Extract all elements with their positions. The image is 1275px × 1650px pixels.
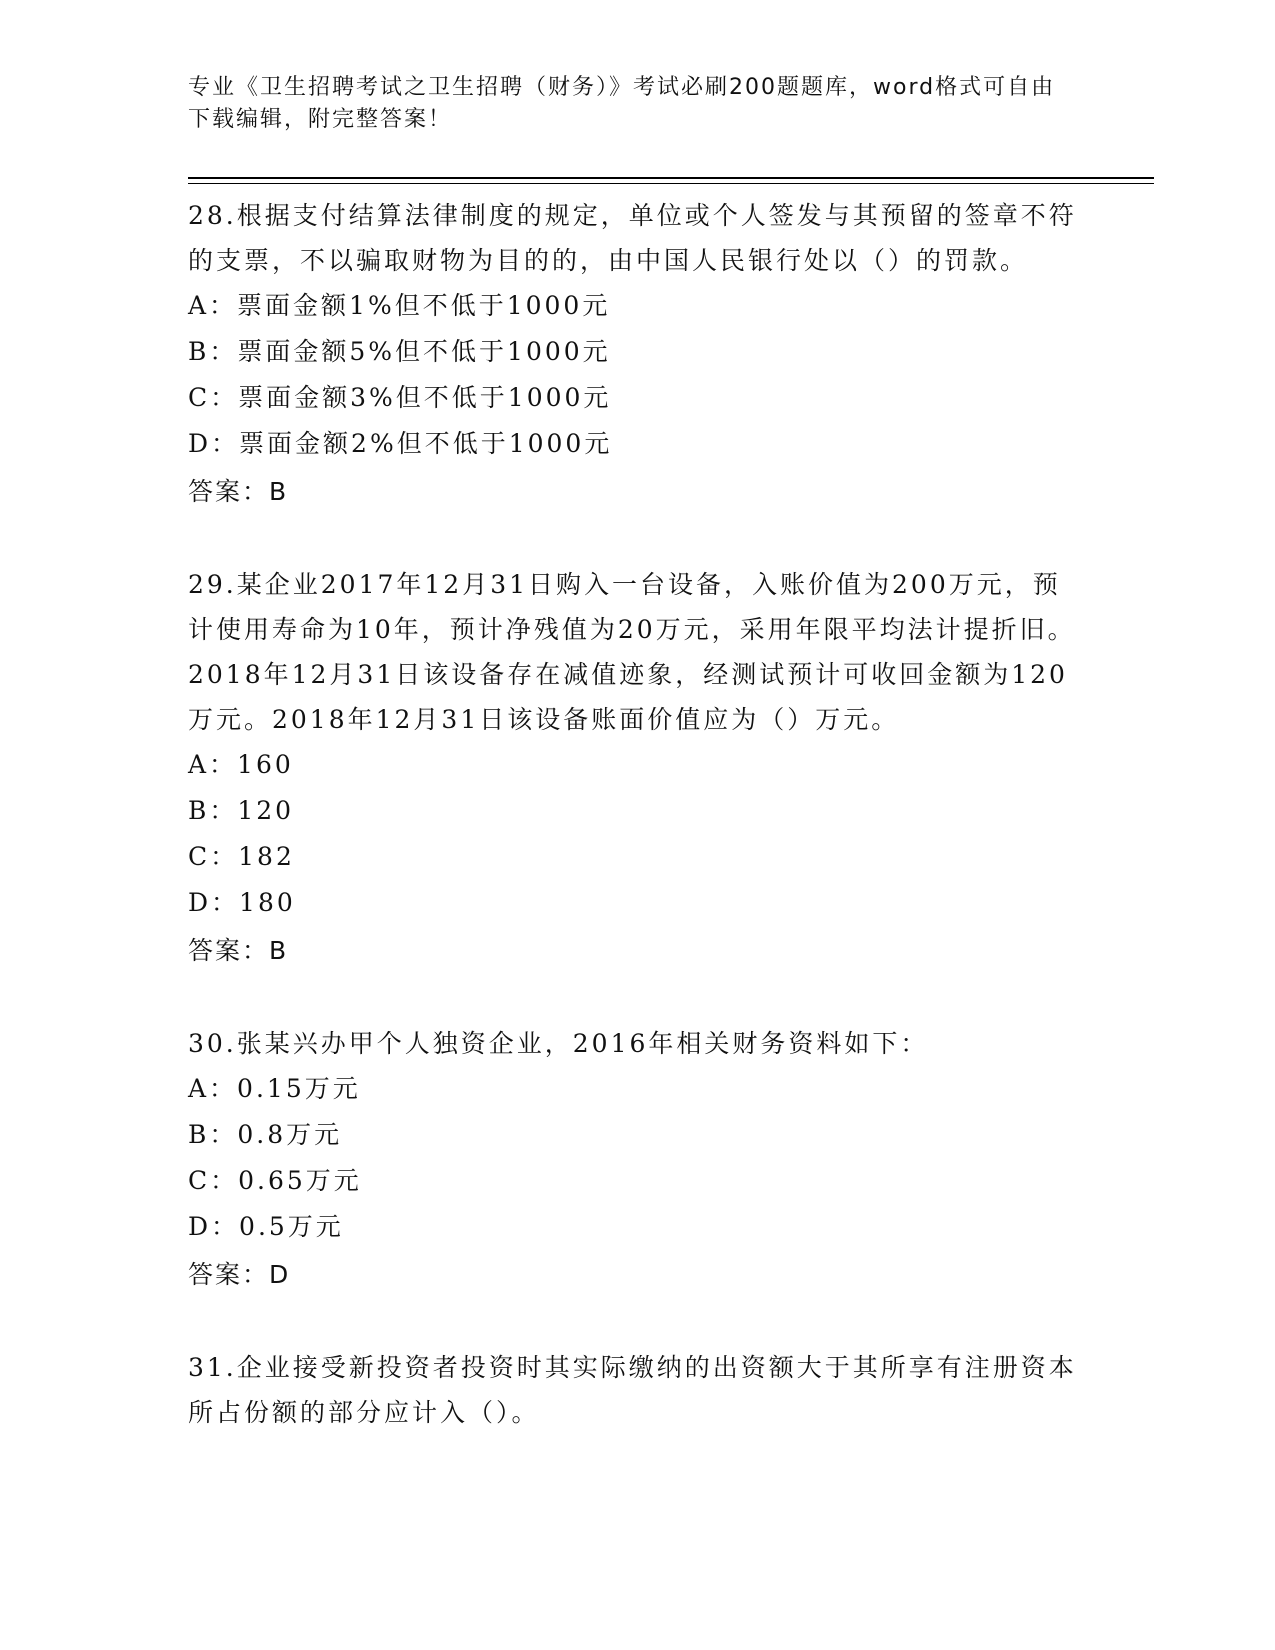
option-c: C：0.65万元 (188, 1166, 362, 1195)
option-b: B：120 (188, 796, 295, 825)
option-a: A：0.15万元 (188, 1074, 361, 1103)
option-d: D：票面金额2%但不低于1000元 (188, 429, 613, 458)
option-b: B：0.8万元 (188, 1120, 343, 1149)
question-29 (188, 562, 1088, 973)
question-28 (188, 193, 1088, 514)
option-d: D：180 (188, 888, 296, 917)
header-rule-thick (188, 177, 1154, 179)
answer-line: 答案：D (188, 1260, 291, 1289)
answer-line: 答案：B (188, 936, 289, 965)
question-31 (188, 1345, 1088, 1435)
option-c: C：票面金额3%但不低于1000元 (188, 383, 612, 412)
question-stem: 28.根据支付结算法律制度的规定，单位或个人签发与其预留的签章不符的支票，不以骗取财物为目的的，由中国人民银行处以（）的罚款。 (188, 201, 1077, 275)
option-a: A：票面金额1%但不低于1000元 (188, 291, 611, 320)
question-stem: 29.某企业2017年12月31日购入一台设备，入账价值为200万元，预计使用寿命为10年，预计净残值为20万元，采用年限平均法计提折旧。2018年12月31日该设备存在减值迹象，经测试预计可收回金额为120万元。2018年12月31日该设备账面价值应为（）万元。 (188, 570, 1076, 734)
option-b: B：票面金额5%但不低于1000元 (188, 337, 611, 366)
answer-line: 答案：B (188, 477, 289, 506)
question-30 (188, 1021, 1088, 1297)
question-stem: 31.企业接受新投资者投资时其实际缴纳的出资额大于其所享有注册资本所占份额的部分应计入（）。 (188, 1353, 1077, 1427)
question-list (188, 190, 1088, 1483)
option-a: A：160 (188, 750, 294, 779)
document-header: 专业《卫生招聘考试之卫生招聘（财务）》考试必刷200题题库，word格式可自由下载编辑，附完整答案！ (188, 75, 1056, 132)
option-d: D：0.5万元 (188, 1212, 344, 1241)
option-c: C：182 (188, 842, 295, 871)
question-stem: 30.张某兴办甲个人独资企业，2016年相关财务资料如下： (188, 1029, 929, 1058)
header-rule-thin (188, 183, 1154, 184)
